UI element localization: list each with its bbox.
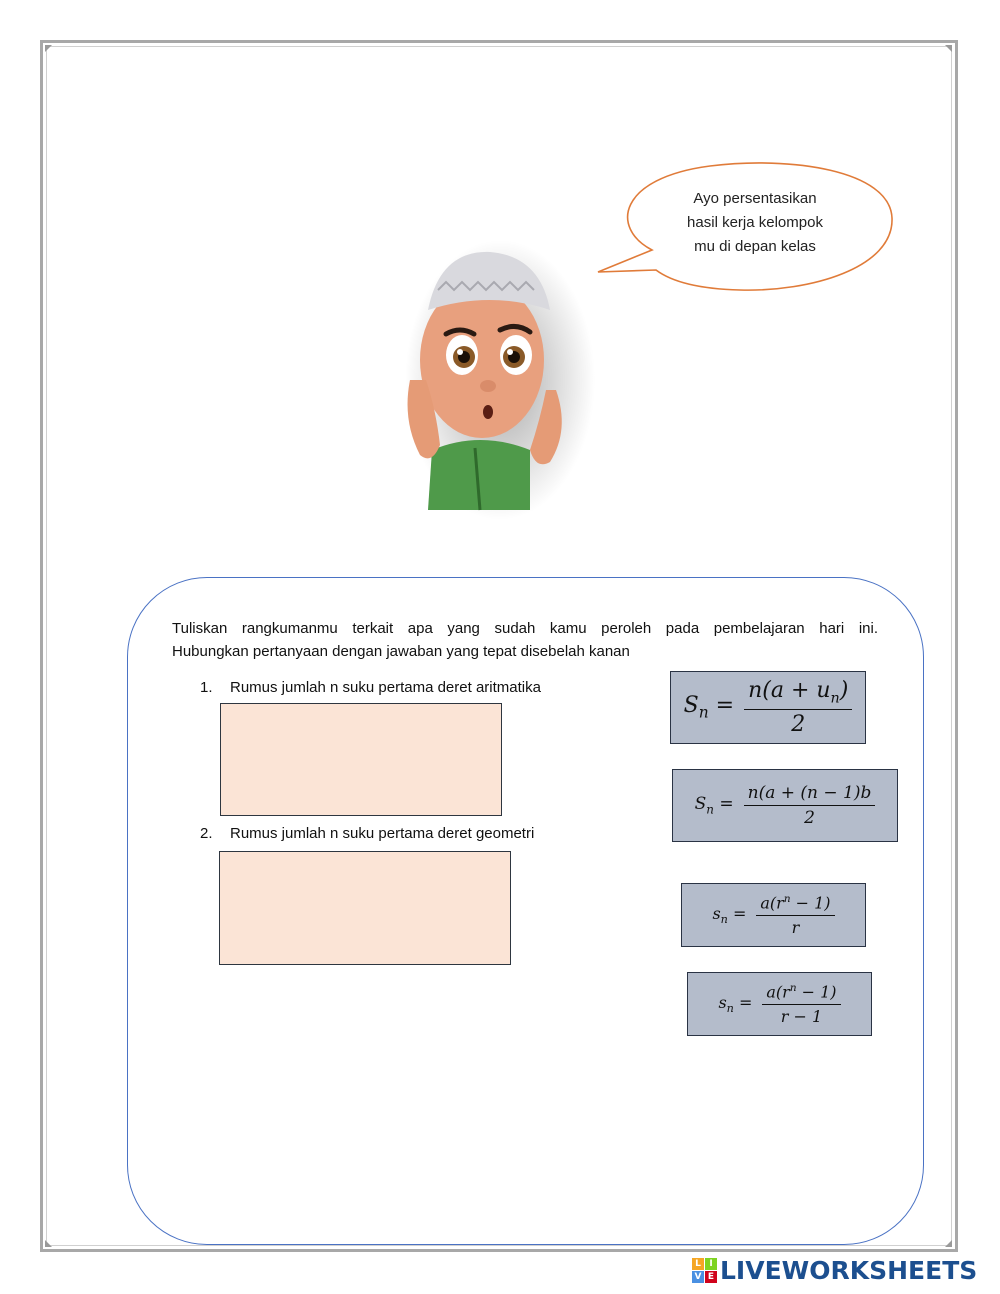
corner-ornament-top-left (45, 45, 52, 52)
corner-ornament-top-right (945, 45, 952, 52)
instruction-text (172, 617, 878, 663)
formula-2-lhs-sub: n (706, 802, 714, 817)
formula-4-numerator-post: − 1) (796, 982, 837, 1002)
formula-4-lhs-sub: n (726, 1002, 734, 1016)
formula-3-eq: = (732, 903, 747, 923)
formula-1-numerator-end: ) (839, 678, 849, 704)
formula-1-lhs-sub: n (698, 703, 709, 722)
formula-2-lhs: S (694, 794, 707, 815)
formula-2-numerator: n(a + (n − 1)b (744, 783, 876, 806)
formula-card-4[interactable] (687, 972, 872, 1036)
formula-2-denominator: 2 (804, 808, 815, 828)
formula-3-numerator-pre: a(r (760, 893, 784, 913)
formula-card-2[interactable] (672, 769, 898, 842)
formula-4-numerator-sup: n (789, 982, 797, 995)
speech-line-1: Ayo persentasikan (693, 190, 817, 207)
question-1-number: 1. (200, 679, 213, 696)
corner-ornament-bottom-right (945, 1240, 952, 1247)
question-2-number: 2. (200, 825, 213, 842)
formula-1-numerator: n(a + u (748, 678, 831, 704)
logo-letter-i: I (705, 1258, 717, 1270)
formula-1-eq: = (715, 693, 735, 719)
logo-letter-e: E (705, 1271, 717, 1283)
formula-2-eq: = (719, 794, 734, 815)
speech-line-2: hasil kerja kelompok (687, 214, 823, 231)
brand-name: LIVEWORKSHEETS (720, 1255, 978, 1285)
formula-4-denominator: r − 1 (780, 1006, 823, 1026)
question-1-text: Rumus jumlah n suku pertama deret aritmatika (230, 679, 541, 696)
question-1 (200, 679, 541, 696)
question-2 (200, 825, 534, 842)
corner-ornament-bottom-left (45, 1240, 52, 1247)
formula-1-lhs: S (683, 693, 699, 719)
speech-line-3: mu di depan kelas (694, 238, 816, 255)
instruction-line-2: Hubungkan pertanyaan dengan jawaban yang tepat disebelah kanan (172, 643, 630, 660)
logo-letter-v: V (692, 1271, 704, 1283)
formula-3-lhs-sub: n (720, 913, 728, 927)
formula-3-numerator-sup: n (783, 893, 791, 906)
liveworksheets-brand[interactable] (692, 1255, 977, 1285)
formula-1-denominator: 2 (791, 711, 806, 737)
formula-4-numerator-pre: a(r (766, 982, 790, 1002)
formula-3-numerator-post: − 1) (790, 893, 831, 913)
question-2-text: Rumus jumlah n suku pertama deret geometri (230, 825, 535, 842)
formula-4-eq: = (738, 992, 753, 1012)
formula-card-3[interactable] (681, 883, 866, 947)
formula-4-lhs: s (718, 992, 727, 1012)
logo-letter-l: L (692, 1258, 704, 1270)
answer-drop-box-2[interactable] (219, 851, 511, 965)
formula-card-1[interactable] (670, 671, 866, 744)
formula-1-numerator-sub: n (830, 690, 840, 707)
instruction-line-1: Tuliskan rangkumanmu terkait apa yang sudah kamu peroleh pada pembelajaran hari ini. (172, 620, 878, 637)
character-illustration (380, 230, 600, 530)
formula-3-denominator: r (791, 917, 800, 937)
liveworksheets-logo-icon (692, 1258, 716, 1282)
answer-drop-box-1[interactable] (220, 703, 502, 816)
speech-bubble-text (660, 187, 850, 259)
formula-3-lhs: s (712, 903, 721, 923)
